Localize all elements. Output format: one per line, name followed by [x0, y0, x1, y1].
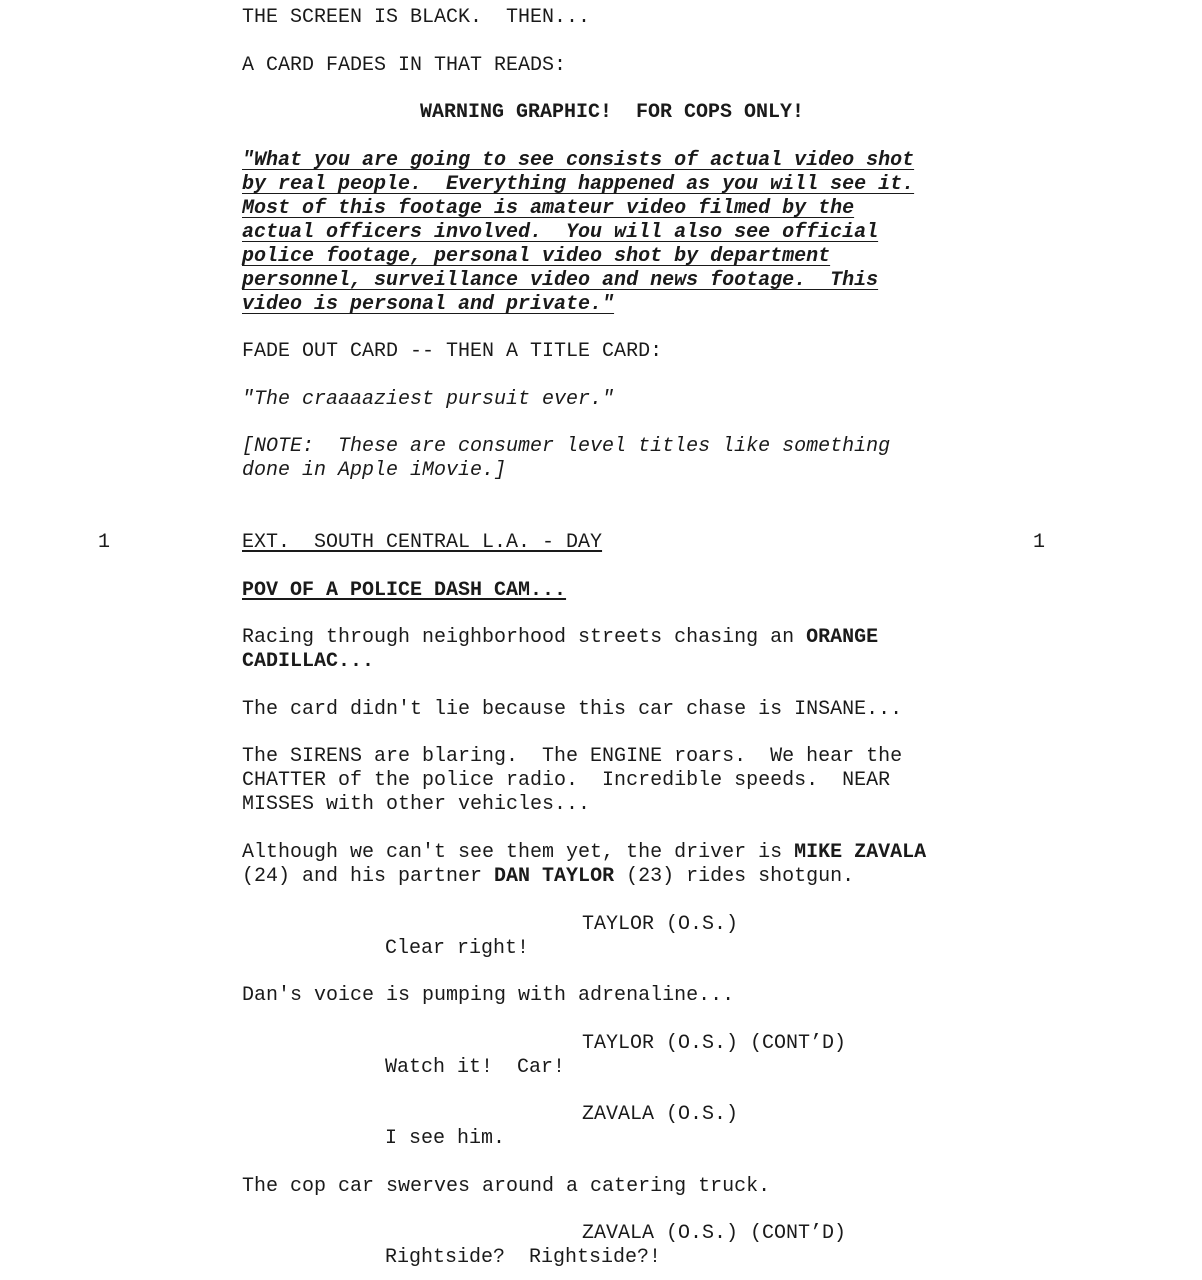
character-intro-zavala: MIKE ZAVALA	[794, 841, 927, 864]
character-cue: ZAVALA (O.S.)	[582, 1103, 739, 1126]
character-cue: TAYLOR (O.S.) (CONT’D)	[582, 1032, 847, 1055]
card-body-line: actual officers involved. You will also see official	[242, 221, 879, 244]
action-fade-out: FADE OUT CARD -- THEN A TITLE CARD:	[242, 340, 663, 363]
although-text: (23) rides shotgun.	[614, 865, 855, 888]
note-block	[242, 435, 890, 483]
although-text: Although we can't see them yet, the driver is	[242, 841, 795, 864]
card-body-line: "What you are going to see consists of actual video shot	[242, 149, 915, 172]
card-body-line: personnel, surveillance video and news footage. This	[242, 269, 879, 292]
dialogue-line: Watch it! Car!	[385, 1056, 566, 1079]
action-card-didnt-lie: The card didn't lie because this car chase is INSANE...	[242, 698, 903, 721]
action-swerves: The cop car swerves around a catering truck.	[242, 1175, 771, 1198]
note-line: done in Apple iMovie.]	[242, 459, 507, 482]
card-body	[242, 149, 914, 317]
racing-bold-cadillac: CADILLAC	[242, 650, 339, 673]
action-sirens	[242, 745, 902, 817]
dialogue-line: Clear right!	[385, 937, 530, 960]
although-text: (24) and his partner	[242, 865, 495, 888]
card-title: WARNING GRAPHIC! FOR COPS ONLY!	[420, 101, 805, 124]
action-although	[242, 841, 926, 889]
card-body-line: Most of this footage is amateur video filmed by the	[242, 197, 855, 220]
character-cue: TAYLOR (O.S.)	[582, 913, 739, 936]
card-body-line: police footage, personal video shot by department	[242, 245, 831, 268]
scene-number-left: 1	[98, 531, 111, 554]
character-cue: ZAVALA (O.S.) (CONT’D)	[582, 1222, 847, 1245]
scene-heading: EXT. SOUTH CENTRAL L.A. - DAY	[242, 531, 603, 554]
title-card-text: "The craaaaziest pursuit ever."	[242, 388, 615, 411]
dialogue-line: Rightside? Rightside?!	[385, 1246, 662, 1269]
sirens-line: MISSES with other vehicles...	[242, 793, 591, 816]
character-intro-taylor: DAN TAYLOR	[494, 865, 615, 888]
racing-ellipsis: ...	[338, 650, 375, 673]
racing-text: Racing through neighborhood streets chasing an	[242, 626, 807, 649]
sirens-line: The SIRENS are blaring. The ENGINE roars. We hear the	[242, 745, 903, 768]
action-screen-black: THE SCREEN IS BLACK. THEN...	[242, 6, 591, 29]
note-line: [NOTE: These are consumer level titles like something	[242, 435, 891, 458]
pov-line: POV OF A POLICE DASH CAM...	[242, 579, 567, 602]
action-card-fades: A CARD FADES IN THAT READS:	[242, 54, 567, 77]
action-dans-voice: Dan's voice is pumping with adrenaline...	[242, 984, 735, 1007]
action-racing	[242, 626, 878, 674]
card-body-line: by real people. Everything happened as you will see it.	[242, 173, 915, 196]
card-body-line: video is personal and private."	[242, 293, 615, 316]
sirens-line: CHATTER of the police radio. Incredible speeds. NEAR	[242, 769, 891, 792]
scene-number-right: 1	[1033, 531, 1046, 554]
dialogue-line: I see him.	[385, 1127, 506, 1150]
racing-bold-orange: ORANGE	[806, 626, 879, 649]
